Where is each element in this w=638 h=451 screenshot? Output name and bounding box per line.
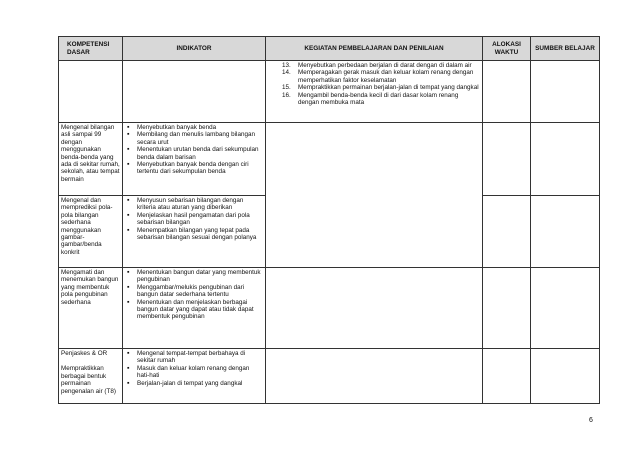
kd-subject: Penjaskes & OR: [61, 350, 108, 357]
rpp-table: [58, 36, 600, 404]
cell-indikator: [123, 123, 266, 196]
indikator-item: ▪ Menggambar/melukis pengubinan dari bangun datar sederhana tertentu: [125, 284, 263, 299]
indikator-item: ▪ Berjalan-jalan di tempat yang dangkal: [125, 380, 263, 387]
cell-alokasi-empty: [483, 61, 531, 123]
cell-alokasi-empty: [483, 268, 531, 349]
indikator-item: ▪ Membilang dan menulis lambang bilangan secara urut: [125, 131, 263, 146]
cell-indikator: [123, 196, 266, 268]
indikator-item: ▪ Menjelaskan hasil pengamatan dari pola sebarisan bilangan: [125, 212, 263, 227]
cell-kegiatan-empty: [266, 268, 483, 349]
cell-kompetensi-dasar: Mengenal bilangan asli sampai 99 dengan menggunakan benda-benda yang ada di sekitar rumah, sekolah, atau tempat bermain: [59, 123, 123, 196]
kegiatan-item: 15. Mempraktikkan permainan berjalan-jalan di tempat yang dangkal: [282, 84, 479, 92]
cell-sumber-empty: [531, 268, 600, 349]
kegiatan-item: 14. Memperagakan gerak masuk dan keluar kolam renang dengan memperhatikan faktor keselamatan: [282, 69, 474, 84]
indikator-list: [125, 124, 263, 176]
indikator-item: ▪ Menyusun sebarisan bilangan dengan kriteria atau aturan yang diberikan: [125, 197, 263, 212]
table-row: [59, 349, 600, 404]
cell-sumber-empty: [531, 349, 600, 404]
indikator-item: ▪ Menentukan bangun datar yang membentuk pengubinan: [125, 269, 263, 284]
cell-sumber-empty: [531, 123, 600, 196]
indikator-list: [125, 269, 263, 321]
indikator-item: ▪ Masuk dan keluar kolam renang dengan hati-hati: [125, 365, 263, 380]
header-indikator: INDIKATOR: [123, 37, 266, 61]
kd-spacer: [61, 357, 120, 365]
header-kegiatan: KEGIATAN PEMBELAJARAN DAN PENILAIAN: [266, 37, 483, 61]
indikator-item: ▪ Menentukan dan menjelaskan berbagai bangun datar yang dapat atau tidak dapat membentuk pengubinan: [125, 299, 263, 321]
table-row: [59, 123, 600, 196]
indikator-list: [125, 350, 263, 387]
kegiatan-item: 13. Menyebutkan perbedaan berjalan di darat dengan di dalam air: [282, 62, 472, 69]
cell-alokasi-empty: [483, 196, 531, 268]
indikator-list: [125, 197, 263, 241]
header-sumber-belajar: SUMBER BELAJAR: [531, 37, 600, 61]
cell-indikator: [123, 268, 266, 349]
indikator-item: ▪ Mengenal tempat-tempat berbahaya di sekitar rumah: [125, 350, 263, 365]
cell-kegiatan: [266, 61, 483, 123]
cell-alokasi-empty: [483, 349, 531, 404]
cell-sumber-empty: [531, 196, 600, 268]
table-row-continuation: [59, 61, 600, 123]
cell-sumber-empty: [531, 61, 600, 123]
table-row: [59, 268, 600, 349]
cell-kegiatan-empty: [266, 349, 483, 404]
cell-kompetensi-dasar: [59, 349, 123, 404]
header-alokasi-waktu: ALOKASI WAKTU: [483, 37, 531, 61]
cell-alokasi-empty: [483, 123, 531, 196]
page-number: 6: [589, 417, 593, 424]
indikator-item: ▪ Menentukan urutan benda dari sekumpulan benda dalam barisan: [125, 146, 263, 161]
kegiatan-list: [282, 62, 480, 106]
indikator-item: ▪ Menyebutkan banyak benda: [125, 124, 263, 131]
table-header-row: [59, 37, 600, 61]
header-kompetensi-dasar: KOMPETENSI DASAR: [59, 37, 123, 61]
cell-kd-empty: [59, 61, 123, 123]
indikator-item: ▪ Menempatkan bilangan yang tepat pada sebarisan bilangan sesuai dengan polanya: [125, 227, 263, 242]
cell-indikator-empty: [123, 61, 266, 123]
kegiatan-item: 16. Mengambil benda-benda kecil di dari dasar kolam renang dengan membuka mata: [282, 91, 459, 107]
kd-text: Mempraktikkan berbagai bentuk permainan pengenalan air (T8): [61, 365, 116, 395]
cell-kegiatan-empty: [266, 123, 483, 268]
cell-kompetensi-dasar: Mengamati dan menemukan bangun yang membentuk pola pengubinan sederhana: [59, 268, 123, 349]
cell-indikator: [123, 349, 266, 404]
indikator-item: ▪ Menyebutkan banyak benda dengan ciri tertentu dari sekumpulan benda: [125, 161, 263, 176]
cell-kompetensi-dasar: Mengenal dan memprediksi pola-pola bilangan sederhana menggunakan gambar-gambar/benda konkrit: [59, 196, 123, 268]
